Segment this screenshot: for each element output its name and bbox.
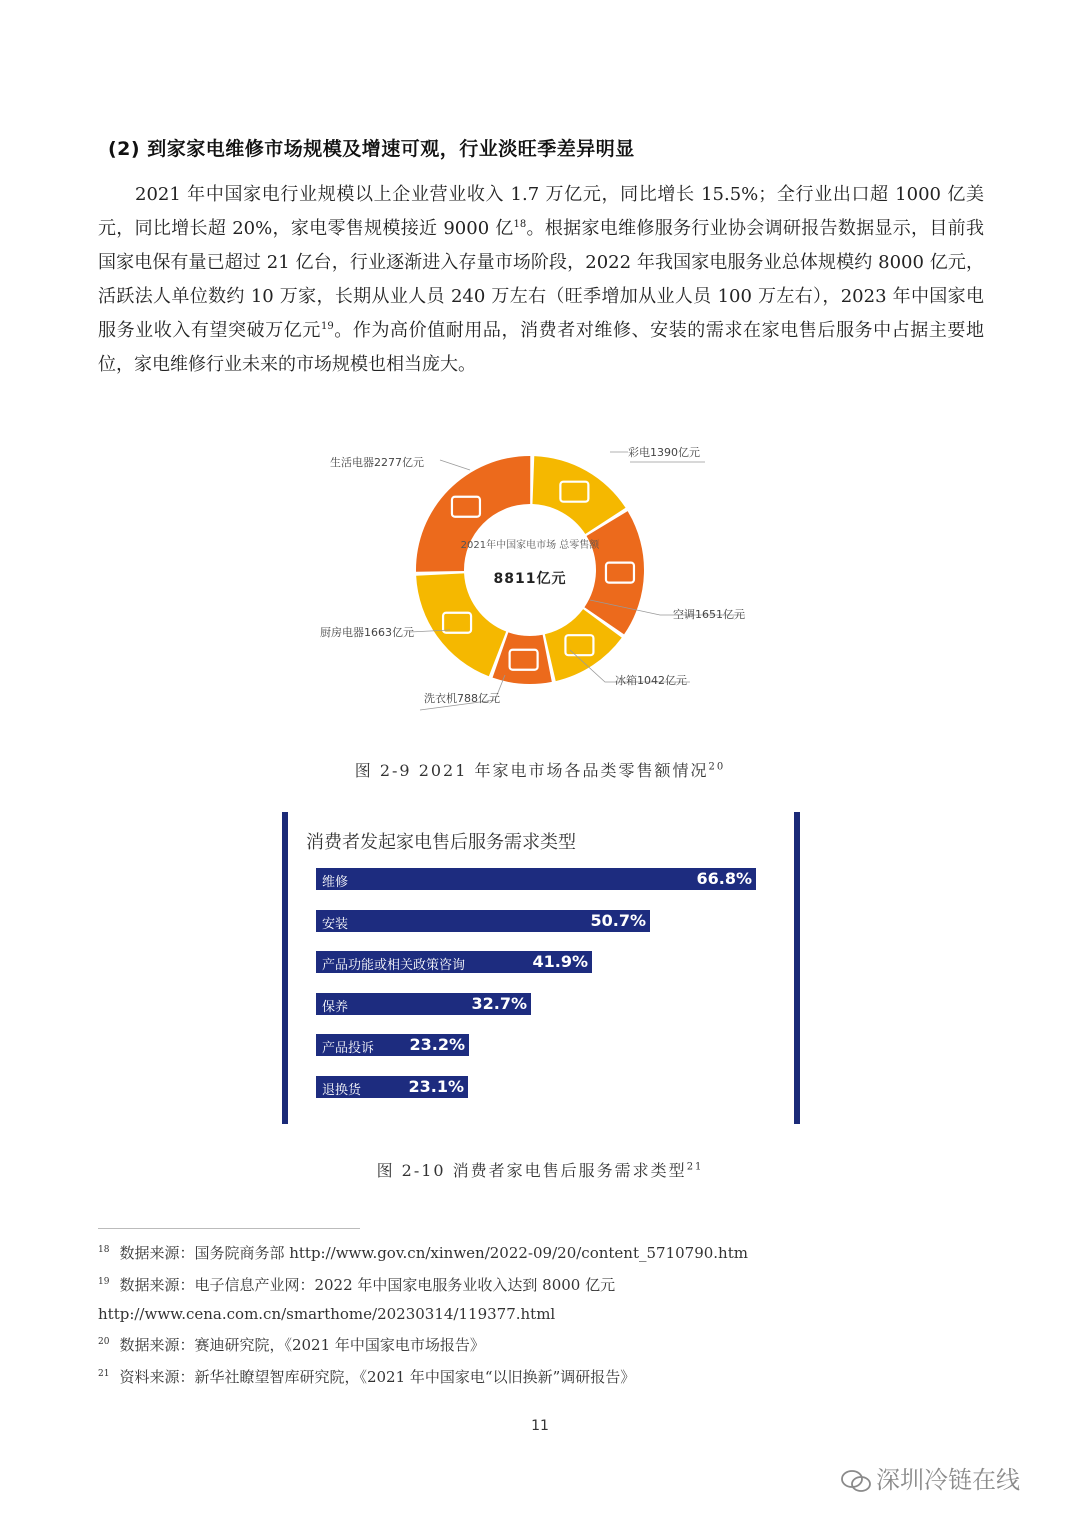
footnote-num: 21 bbox=[98, 1369, 110, 1379]
footnote-text: 数据来源：赛迪研究院，《2021 年中国家电市场报告》 bbox=[119, 1336, 485, 1354]
caption-text-2-9: 图 2-9 2021 年家电市场各品类零售额情况 bbox=[354, 761, 709, 780]
bar-4 bbox=[316, 1034, 469, 1056]
footnote-18 bbox=[98, 1242, 748, 1263]
page-number: 11 bbox=[531, 1418, 549, 1434]
paragraph-text-3: 。作为高价值耐用品，消费者对维修、安装的需求在家电售后服务中占据主要地位，家电维修行业未来的市场规模也相当庞大。 bbox=[98, 320, 985, 375]
body-paragraph bbox=[98, 178, 984, 382]
slice-label-fridge: 冰箱1042亿元 bbox=[615, 674, 687, 687]
bar-value: 41.9% bbox=[532, 952, 588, 972]
footnote-20 bbox=[98, 1334, 485, 1355]
figure-caption-2-10 bbox=[0, 1158, 1080, 1181]
bar-label: 维修 bbox=[322, 875, 349, 890]
bar-chart-title: 消费者发起家电售后服务需求类型 bbox=[306, 832, 576, 853]
footnote-num: 20 bbox=[98, 1337, 110, 1347]
footnote-text: 数据来源：电子信息产业网：2022 年中国家电服务业收入达到 8000 亿元 bbox=[119, 1276, 616, 1294]
bar-value: 32.7% bbox=[471, 993, 527, 1013]
bar-label: 产品投诉 bbox=[322, 1041, 375, 1057]
watermark bbox=[840, 1460, 1020, 1495]
bar-0 bbox=[316, 868, 756, 890]
leader-line bbox=[440, 460, 470, 470]
bar-label: 安装 bbox=[322, 916, 349, 932]
caption-text-2-10: 图 2-10 消费者家电售后服务需求类型 bbox=[376, 1161, 687, 1180]
paragraph-text-2: 。根据家电维修服务行业协会调研报告数据显示，目前我国家电保有量已超过 21 亿台，行业逐渐进入存量市场阶段，2022 年我国家电服务业总体规模约 8000 亿元，活跃法人单位数约 10 万家，长期从业人员 240 万左右（旺季增加从业人员 100 万左右），2023 年中国家电服务业收入有望突破万亿元 bbox=[98, 218, 984, 341]
footnote-21 bbox=[98, 1366, 635, 1387]
bar-5 bbox=[316, 1076, 468, 1098]
slice-label-washer: 洗衣机788亿元 bbox=[424, 692, 500, 705]
footnote-divider bbox=[98, 1228, 360, 1229]
bar-3 bbox=[316, 993, 531, 1015]
bar-value: 23.1% bbox=[408, 1077, 464, 1096]
donut-slice-kitchen bbox=[416, 573, 506, 676]
caption-ref-21[interactable]: 21 bbox=[686, 1161, 704, 1173]
slice-label-tv: 彩电1390亿元 bbox=[628, 446, 700, 459]
footnote-text[interactable]: http://www.cena.com.cn/smarthome/20230314/119377.html bbox=[98, 1305, 556, 1323]
slice-label-living: 生活电器2277亿元 bbox=[330, 456, 424, 469]
bar-panel-right-border bbox=[794, 812, 800, 1124]
bar-2 bbox=[316, 951, 592, 973]
bar-1 bbox=[316, 910, 650, 932]
footnote-19-url bbox=[98, 1305, 555, 1323]
donut-chart bbox=[300, 420, 780, 720]
footnote-ref-19[interactable]: 19 bbox=[320, 321, 334, 332]
bar-label: 产品功能或相关政策咨询 bbox=[322, 958, 466, 974]
bar-label: 保养 bbox=[322, 999, 349, 1015]
footnote-ref-18[interactable]: 18 bbox=[513, 219, 527, 230]
bar-label: 退换货 bbox=[322, 1083, 362, 1098]
section-heading: (2) 到家家电维修市场规模及增速可观，行业淡旺季差异明显 bbox=[108, 138, 635, 160]
donut-center-title: 2021年中国家电市场 总零售额 bbox=[460, 540, 600, 551]
footnote-19 bbox=[98, 1274, 615, 1295]
watermark-text: 深圳冷链在线 bbox=[876, 1466, 1020, 1494]
slice-label-kitchen: 厨房电器1663亿元 bbox=[320, 626, 414, 639]
footnote-num: 18 bbox=[98, 1245, 110, 1255]
caption-ref-20[interactable]: 20 bbox=[708, 761, 726, 773]
bar-chart bbox=[282, 812, 802, 1124]
donut-center-value: 8811亿元 bbox=[493, 571, 567, 587]
wechat-icon bbox=[840, 1469, 872, 1493]
footnote-text: 资料来源：新华社瞭望智库研究院，《2021 年中国家电“以旧换新”调研报告》 bbox=[119, 1368, 636, 1386]
bar-value: 66.8% bbox=[696, 869, 752, 888]
footnote-num: 19 bbox=[98, 1277, 110, 1287]
donut-slice-living bbox=[416, 456, 530, 572]
slice-label-ac: 空调1651亿元 bbox=[673, 608, 745, 621]
bar-value: 50.7% bbox=[590, 910, 646, 930]
footnote-text[interactable]: 数据来源：国务院商务部 http://www.gov.cn/xinwen/2022-09/20/content_5710790.htm bbox=[119, 1244, 748, 1262]
figure-caption-2-9 bbox=[0, 758, 1080, 781]
paragraph-text-1: 2021 年中国家电行业规模以上企业营业收入 1.7 万亿元，同比增长 15.5%；全行业出口超 1000 亿美元，同比增长超 20%，家电零售规模接近 9000 亿 bbox=[98, 184, 984, 239]
bar-value: 23.2% bbox=[409, 1035, 465, 1055]
bar-panel-left-border bbox=[282, 812, 288, 1124]
